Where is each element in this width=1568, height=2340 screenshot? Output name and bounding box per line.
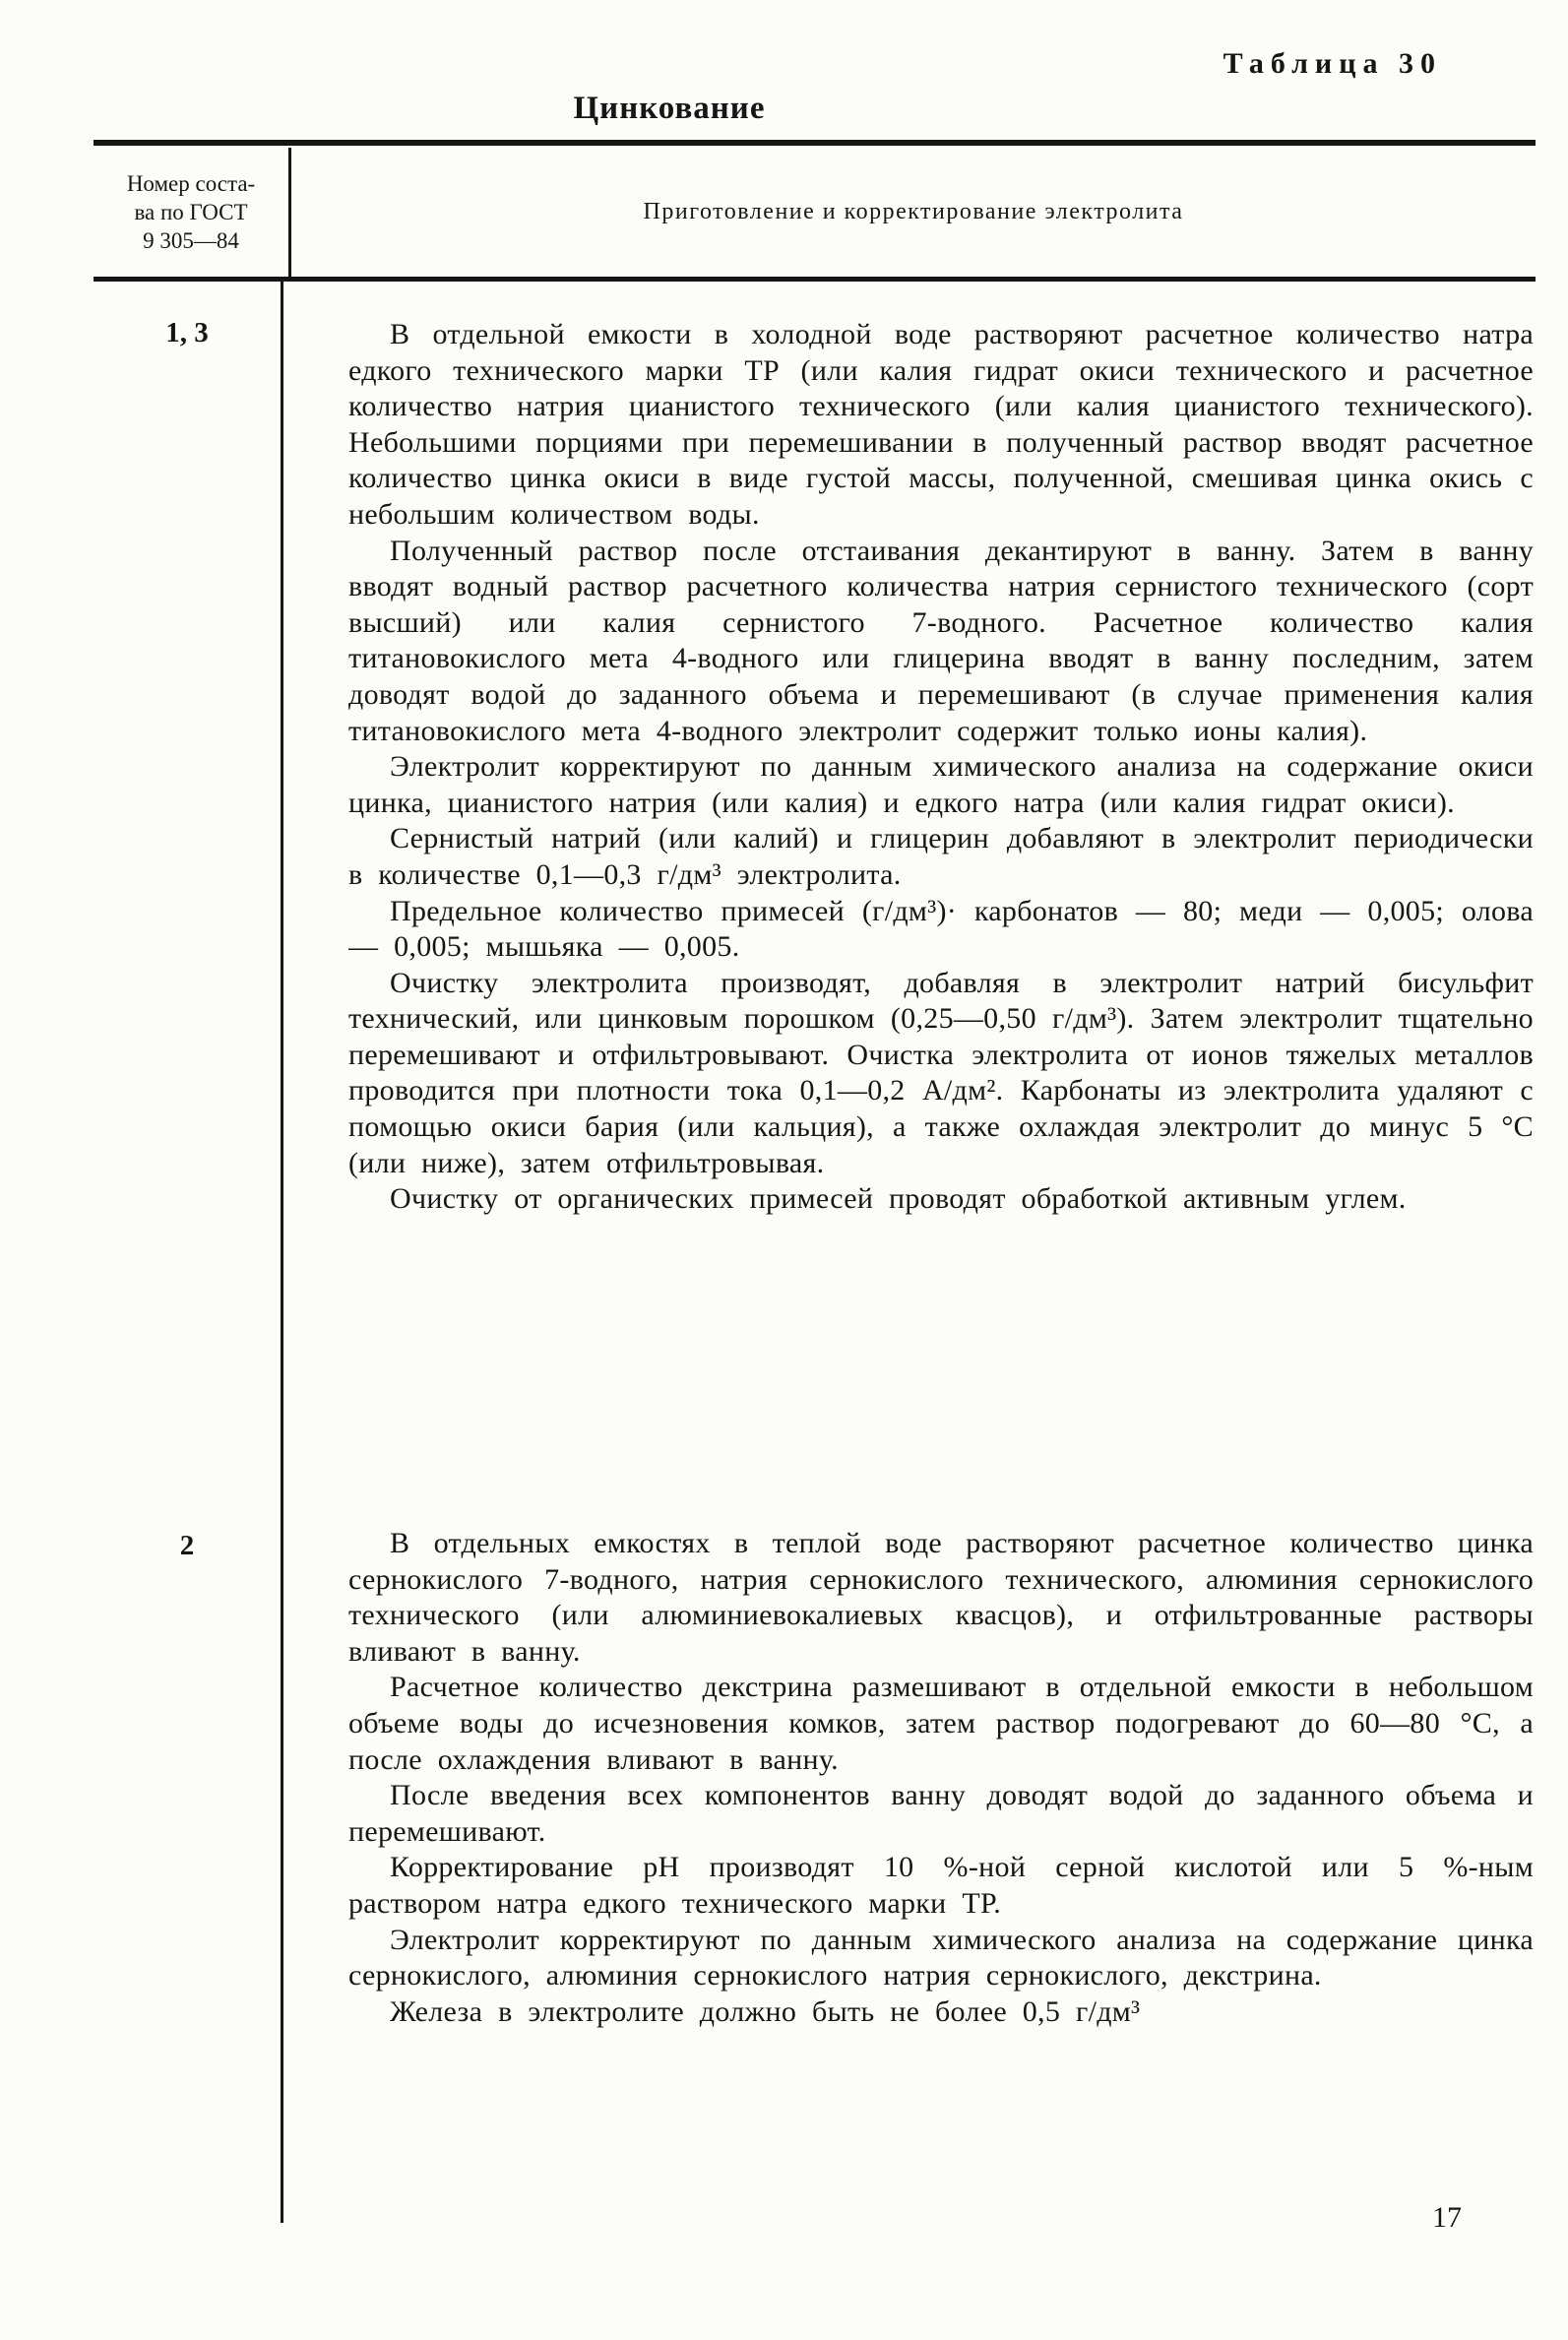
table-row [348, 317, 1534, 1526]
header-label: Приготовление и корректирование электролита [643, 199, 1184, 224]
header-line: ва по ГОСТ [134, 200, 248, 224]
page-title: Цинкование [573, 91, 766, 126]
header-cell-composition-number [94, 148, 291, 277]
paragraph: После введения всех компонентов ванну доводят водой до заданного объема и перемешивают. [348, 1779, 1534, 1848]
row-number: 1, 3 [165, 317, 209, 348]
paragraph: Железа в электролите должно быть не более 0,5 г/дм³ [390, 1994, 1141, 2028]
paragraph: В отдельных емкостях в теплой воде растворяют расчетное количество цинка сернокислого 7-водного, натрия сернокислого технического, алюминия сернокислого технического (или алюминиевокалиевых квасцов), и отфильтрованные растворы вливают в ванну. [348, 1527, 1534, 1668]
page-number: 17 [1432, 2201, 1462, 2234]
paragraph: В отдельной емкости в холодной воде растворяют расчетное количество натра едкого технического марки ТР (или калия гидрат окиси технического и расчетное количество натрия цианистого технического (или калия цианистого технического). Небольшими порциями при перемешивании в полученный раствор вводят расчетное количество цинка окиси в виде густой массы, полученной, смешивая цинка окись с небольшим количеством воды. [348, 318, 1534, 531]
paragraph: Предельное количество примесей (г/дм³)· карбонатов — 80; меди — 0,005; олова — 0,005; мышьяка — 0,005. [348, 894, 1534, 964]
paragraph: Сернистый натрий (или калий) и глицерин добавляют в электролит периодически в количестве 0,1—0,3 г/дм³ электролита. [348, 822, 1534, 891]
row-number: 2 [179, 1530, 195, 1561]
header-line: Номер соста- [126, 171, 256, 196]
instructions-column [283, 282, 1536, 2223]
paragraph: Расчетное количество декстрина размешивают в отдельной емкости в небольшом объеме воды до исчезновения комков, затем раствор подогревают до 60—80 °С, а после охлаждения вливают в ванну. [348, 1671, 1534, 1776]
header-line: 9 305—84 [143, 228, 239, 253]
composition-number-column [94, 282, 283, 2223]
paragraph: Очистку от органических примесей проводят обработкой активным углем. [390, 1182, 1407, 1216]
zinc-plating-table [94, 140, 1536, 2223]
table-header-row [94, 148, 1536, 282]
paragraph: Электролит корректируют по данным химического анализа на содержание окиси цинка, цианистого натрия (или калия) и едкого натра (или калия гидрат окиси). [348, 750, 1534, 819]
paragraph: Корректирование рН производят 10 %-ной серной кислотой или 5 %-ным раствором натра едкого технического марки ТР. [348, 1851, 1534, 1920]
table-body [94, 282, 1536, 2223]
header-cell-preparation [291, 148, 1536, 277]
paragraph: Очистку электролита производят, добавляя в электролит натрий бисульфит технический, или цинковым порошком (0,25—0,50 г/дм³). Затем электролит тщательно перемешивают и отфильтровывают. Очистка электролита от ионов тяжелых металлов проводится при плотности тока 0,1—0,2 А/дм². Карбонаты из электролита удаляют с помощью окиси бария (или кальция), а также охлаждая электролит до минус 5 °С (или ниже), затем отфильтровывая. [348, 966, 1534, 1179]
table-caption: Таблица 30 [1223, 47, 1442, 80]
table-row [348, 1526, 1534, 2030]
paragraph: Полученный раствор после отстаивания декантируют в ванну. Затем в ванну вводят водный раствор расчетного количества натрия сернистого технического (сорт высший) или калия сернистого 7-водного. Расчетное количество калия титановокислого мета 4-водного или глицерина вводят в ванну последним, затем доводят водой до заданного объема и перемешивают (в случае применения калия титановокислого мета 4-водного электролит содержит только ионы калия). [348, 534, 1534, 747]
paragraph: Электролит корректируют по данным химического анализа на содержание цинка сернокислого, алюминия сернокислого натрия сернокислого, декстрина. [348, 1923, 1534, 1992]
